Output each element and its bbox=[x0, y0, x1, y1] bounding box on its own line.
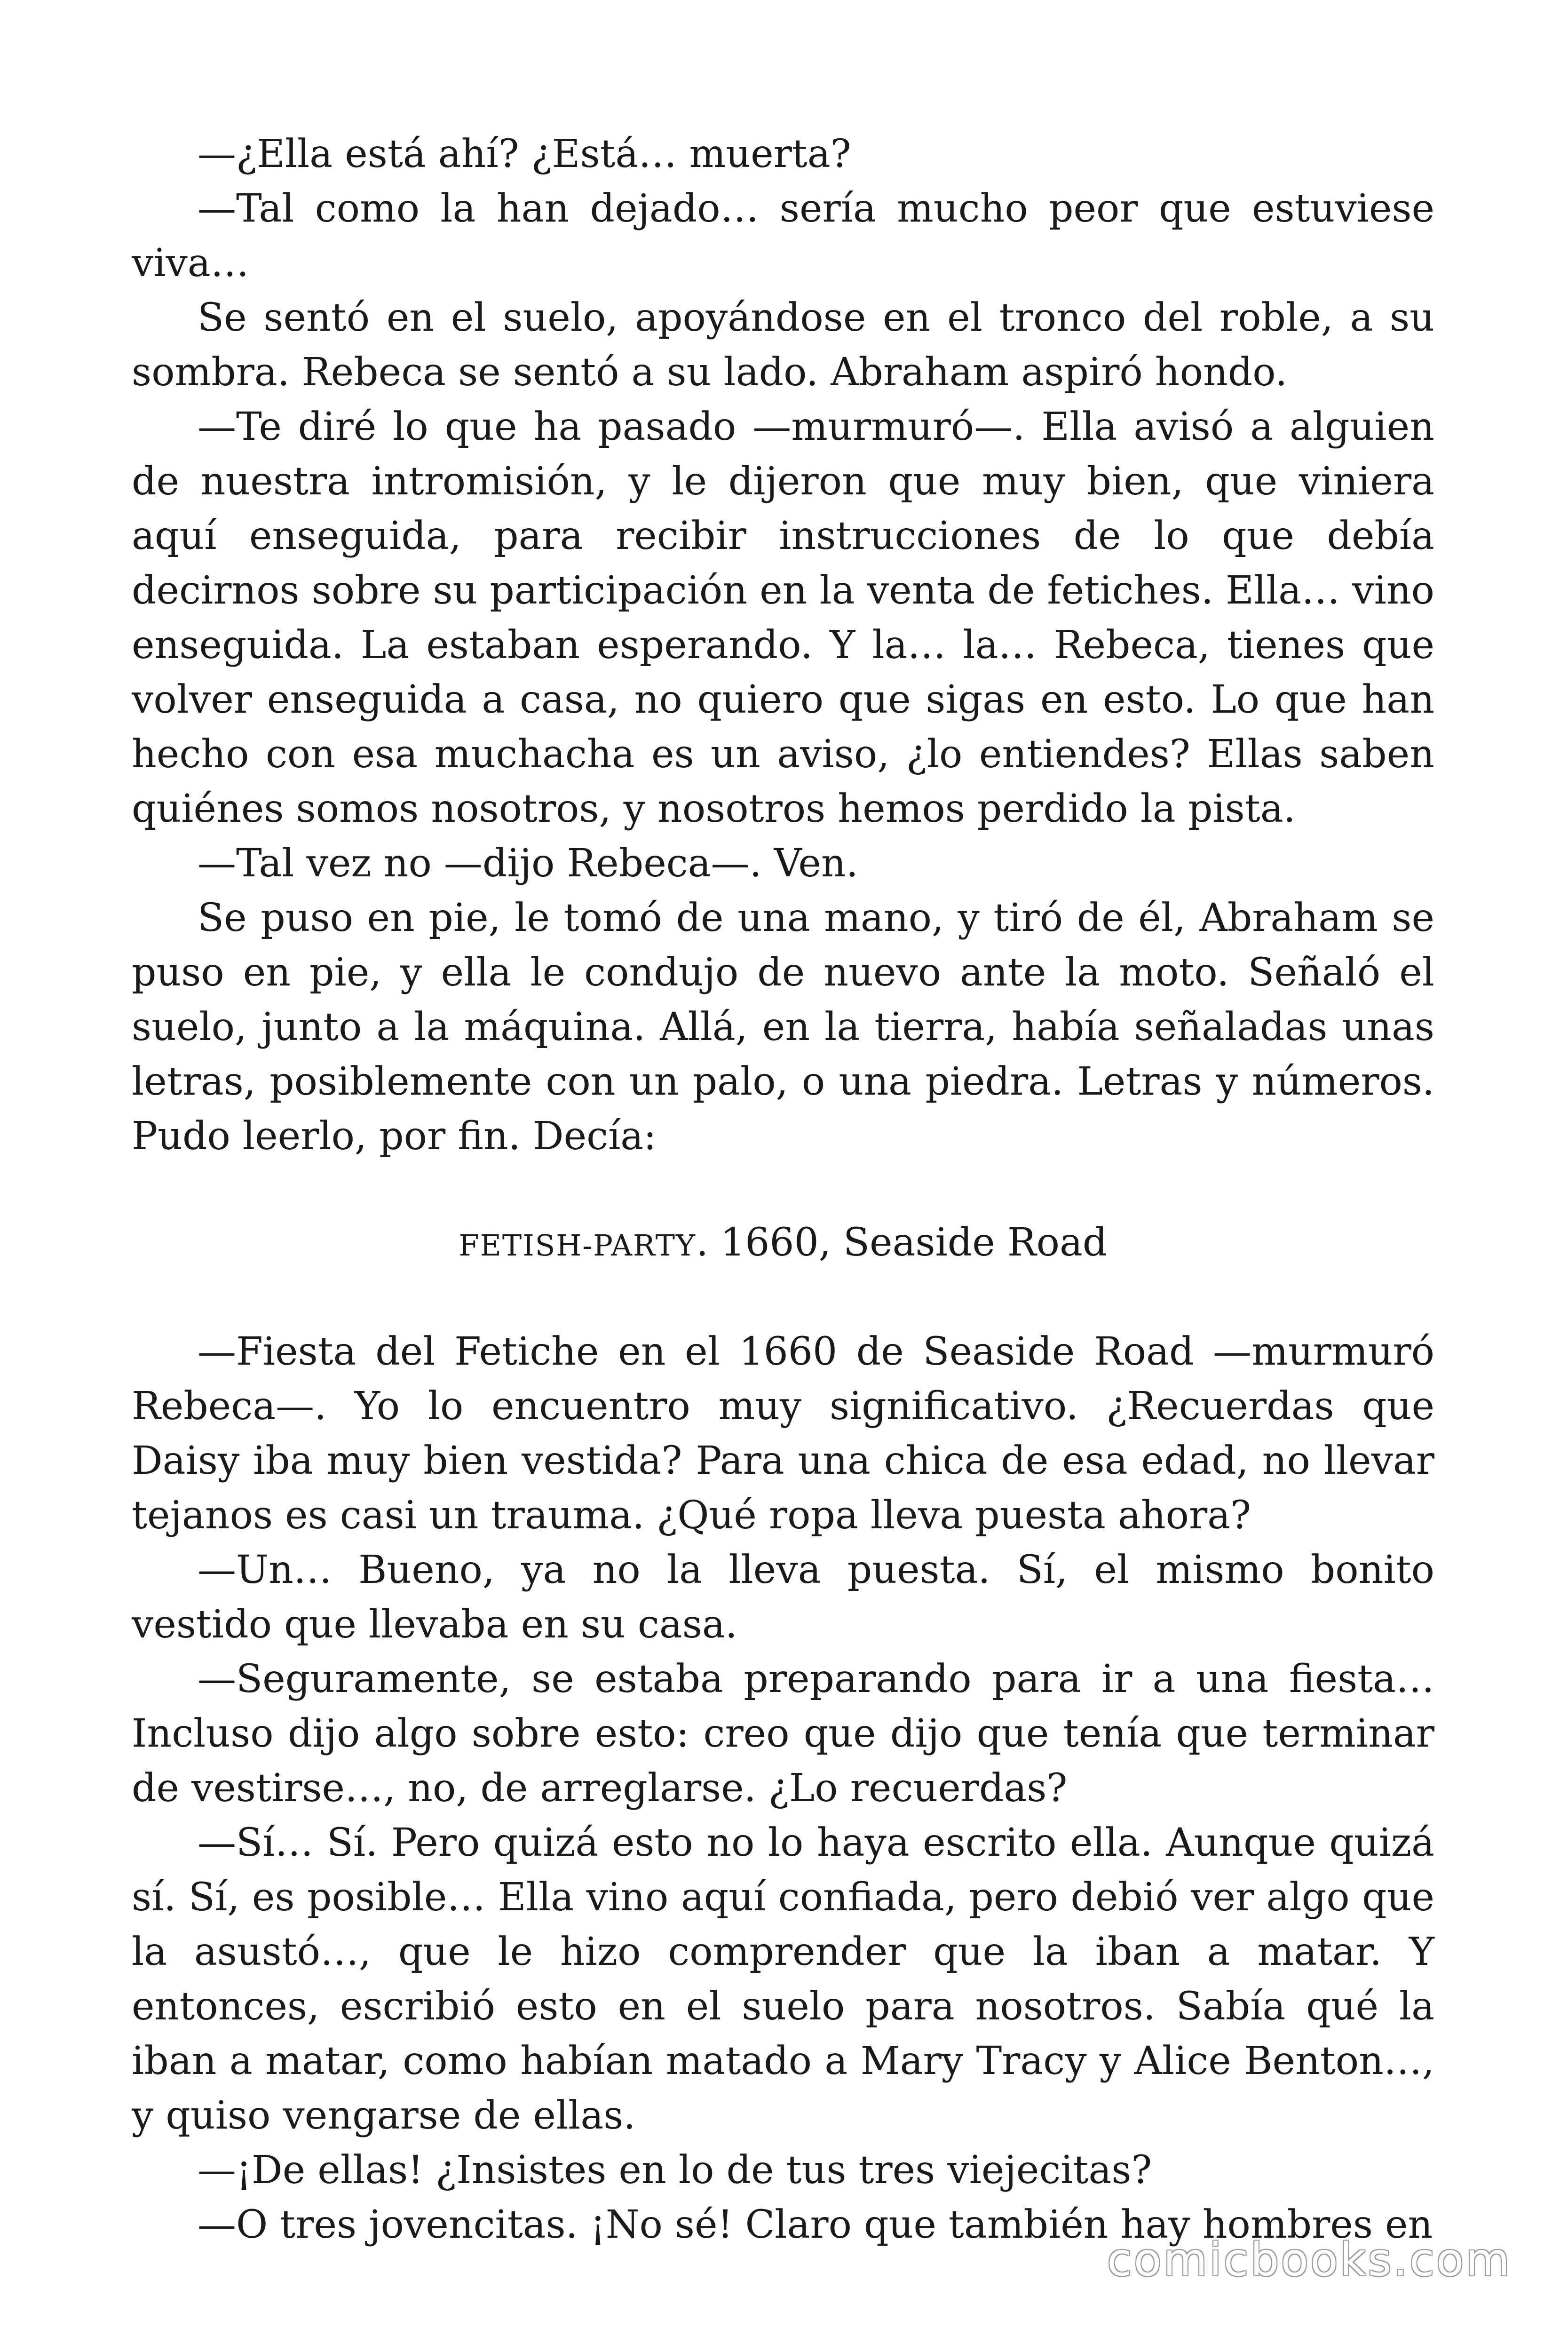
centered-inscription bbox=[132, 1216, 1434, 1273]
watermark-logo: comicbooks.com bbox=[1107, 2233, 1512, 2286]
page-body bbox=[132, 127, 1434, 2252]
paragraph: —Seguramente, se estaba preparando para ir a una fiesta… Incluso dijo algo sobre esto: creo que dijo que tenía que terminar de vestirse…, no, de arreglarse. ¿Lo recuerdas? bbox=[132, 1657, 1434, 1811]
paragraph: —Fiesta del Fetiche en el 1660 de Seaside Road —murmuró Rebeca—. Yo lo encuentro muy significativo. ¿Recuerdas que Daisy iba muy bien vestida? Para una chica de esa edad, no llevar tejanos es casi un trauma. ¿Qué ropa lleva puesta ahora? bbox=[132, 1329, 1434, 1538]
paragraph: —Tal como la han dejado… sería mucho peor que estuviese viva… bbox=[132, 186, 1434, 286]
paragraph: Se sentó en el suelo, apoyándose en el tronco del roble, a su sombra. Rebeca se sentó a su lado. Abraham aspiró hondo. bbox=[132, 295, 1434, 395]
paragraph: —O tres jovencitas. ¡No sé! Claro que también hay hombres en bbox=[198, 2202, 1433, 2247]
paragraph: —Te diré lo que ha pasado —murmuró—. Ella avisó a alguien de nuestra intromisión, y le dijeron que muy bien, que viniera aquí enseguida, para recibir instrucciones de lo que debía decirnos sobre su participación en la venta de fetiches. Ella… vino enseguida. La estaban esperando. Y la… la… Rebeca, tienes que volver enseguida a casa, no quiero que sigas en esto. Lo que han hecho con esa muchacha es un aviso, ¿lo entiendes? Ellas saben quiénes somos nosotros, y nosotros hemos perdido la pista. bbox=[132, 405, 1434, 831]
paragraph: —Sí… Sí. Pero quizá esto no lo haya escrito ella. Aunque quizá sí. Sí, es posible… Ella vino aquí confiada, pero debió ver algo que la asustó…, que le hizo comprender que la iban a matar. Y entonces, escribió esto en el suelo para nosotros. Sabía qué la iban a matar, como habían matado a Mary Tracy y Alice Benton…, y quiso vengarse de ellas. bbox=[132, 1820, 1434, 2138]
paragraph: —Tal vez no —dijo Rebeca—. Ven. bbox=[198, 841, 858, 886]
paragraph: —¡De ellas! ¿Insistes en lo de tus tres viejecitas? bbox=[198, 2148, 1152, 2193]
inscription-rest: . 1660, Seaside Road bbox=[696, 1220, 1108, 1265]
paragraph: Se puso en pie, le tomó de una mano, y tiró de él, Abraham se puso en pie, y ella le condujo de nuevo ante la moto. Señaló el suelo, junto a la máquina. Allá, en la tierra, había señaladas unas letras, posiblemente con un palo, o una piedra. Letras y números. Pudo leerlo, por fin. Decía: bbox=[132, 896, 1434, 1159]
inscription-smallcaps: FETISH-PARTY bbox=[459, 1228, 696, 1263]
paragraph: —¿Ella está ahí? ¿Está… muerta? bbox=[198, 132, 851, 176]
paragraph: —Un… Bueno, ya no la lleva puesta. Sí, el mismo bonito vestido que llevaba en su casa. bbox=[132, 1548, 1434, 1647]
